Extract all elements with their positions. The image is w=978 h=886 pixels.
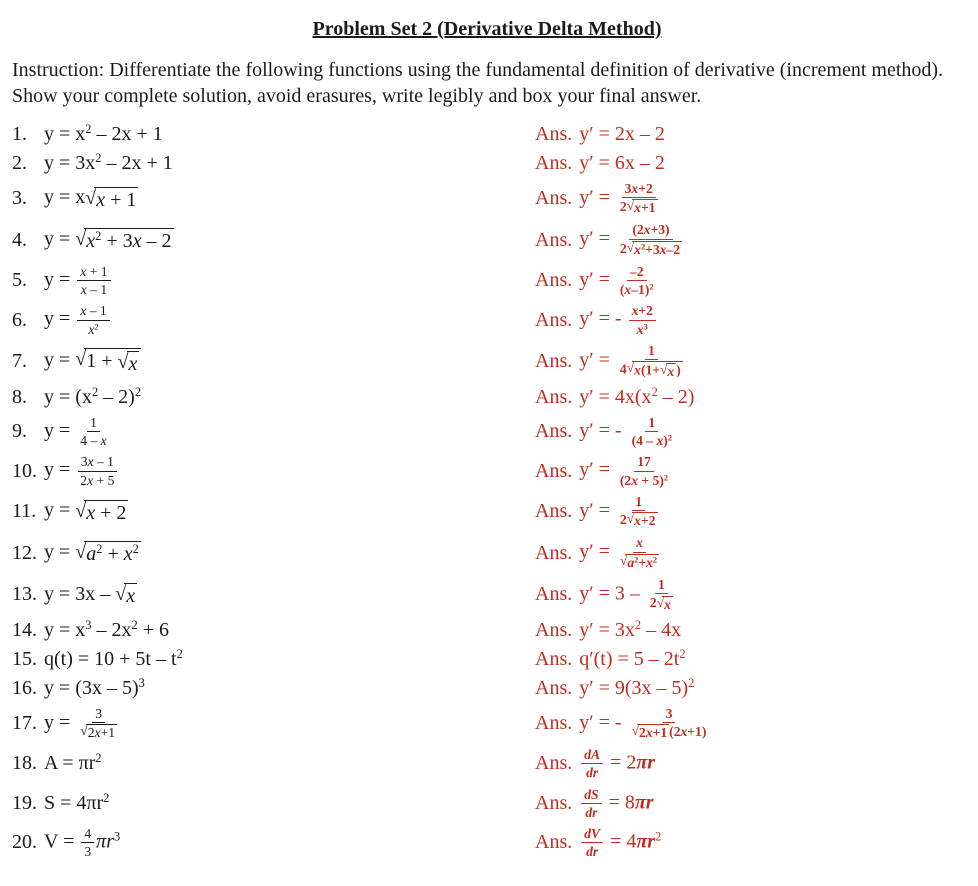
answer-label: Ans.	[535, 647, 573, 670]
radical-sign-icon: √	[626, 360, 635, 375]
problem-row	[12, 178, 962, 220]
problem-cell	[12, 706, 535, 742]
answer-cell	[535, 181, 663, 217]
answer-label: Ans.	[535, 676, 573, 699]
problem-row	[12, 383, 962, 412]
problem-row	[12, 120, 962, 149]
radical: √ 2x+1	[80, 723, 116, 741]
problem-row	[12, 823, 962, 862]
problem-equation: V = $\frac{4}{3}$ $\pi r^3$	[44, 825, 121, 860]
problem-row	[12, 149, 962, 178]
problem-row	[12, 261, 962, 300]
answer-cell	[535, 648, 686, 671]
answer-cell	[535, 264, 659, 297]
problem-cell	[12, 648, 535, 671]
fraction: $\frac{3x - 1}{2x + 5}$	[77, 454, 117, 487]
answer-cell	[535, 415, 677, 448]
answer-equation: y′ = 2x – 2	[579, 122, 665, 145]
radical-sign-icon: √	[75, 541, 87, 564]
problem-cell	[12, 415, 535, 448]
problem-row	[12, 744, 962, 783]
answer-cell	[535, 343, 688, 380]
answer-label: Ans.	[535, 269, 573, 292]
answer-cell	[535, 787, 654, 820]
radical-sign-icon: √	[75, 348, 87, 371]
fraction: 3 √ 2x+1	[80, 705, 116, 741]
answer-equation: $y' = 3x^2 - 4x$	[579, 617, 682, 641]
problem-row	[12, 412, 962, 451]
fraction: $\frac{4}{3}$	[81, 826, 94, 859]
answer-cell	[535, 677, 694, 700]
answer-equation: y′ = - 3 √ 2x+1 (2x+1)	[579, 706, 711, 742]
fraction: (2x+3) 2 √ $x^2+3x-2$	[619, 222, 681, 257]
radical-sign-icon: √	[626, 239, 635, 255]
problem-cell	[12, 454, 535, 487]
radical: √ x+1	[626, 198, 656, 216]
answer-equation: $q'(t) = 5 - 2t^2$	[579, 646, 686, 670]
answer-cell	[535, 123, 665, 146]
radical: √ $x^2 + 3x - 2$	[75, 228, 172, 253]
problem-cell	[12, 541, 535, 565]
answer-label: Ans.	[535, 500, 573, 523]
answer-label: Ans.	[535, 420, 573, 443]
radical: √ x	[660, 362, 675, 379]
answer-label: Ans.	[535, 122, 573, 145]
problem-row	[12, 674, 962, 703]
answer-label: Ans.	[535, 541, 573, 564]
radical-sign-icon: √	[656, 594, 665, 610]
answer-cell	[535, 152, 665, 175]
radical-sign-icon: √	[80, 723, 88, 739]
fraction: 1 4 √ x(1+ √ x )	[619, 342, 681, 379]
problem-number: 1.	[12, 122, 27, 145]
fraction: 1 2 √ x	[649, 576, 671, 612]
fraction: $\frac{1}{4 - x}$	[80, 414, 107, 449]
problem-equation: y = $\frac{1}{4 - x}$	[44, 415, 112, 448]
radical: √ x + 2	[75, 499, 127, 524]
fraction: $\frac{dS}{dr}$	[581, 787, 601, 820]
answer-equation: $y' = 4x(x^2 - 2)$	[579, 385, 695, 408]
problem-cell	[12, 792, 535, 815]
problem-number: 9.	[12, 420, 27, 443]
problem-cell	[12, 499, 535, 523]
radical-sign-icon: √	[660, 362, 668, 377]
problem-equation: y = 3 √ 2x+1	[44, 706, 122, 742]
problem-equation: y = 3x – √ x	[44, 582, 136, 607]
answer-equation: y′ = 6x – 2	[579, 151, 665, 174]
problem-number: 11.	[12, 500, 37, 523]
problem-cell	[12, 752, 535, 775]
answer-cell	[535, 577, 678, 613]
answer-equation: y′ = (2x+3) 2 √ $x^2+3x-2$	[579, 222, 687, 258]
problem-cell	[12, 264, 535, 297]
answer-equation: y′ = x √ $a^2+x^2$	[579, 535, 664, 571]
fraction: $\frac{x+2}{x^3}$	[629, 303, 656, 336]
problem-equation: $A = \pi r^2$	[44, 751, 102, 775]
radical: √ $a^2+x^2$	[619, 553, 658, 570]
fraction: $\frac{dV}{dr}$	[581, 826, 603, 859]
radical: √ x + 1	[85, 186, 137, 211]
radical-sign-icon: √	[626, 511, 635, 527]
problem-number: 13.	[12, 583, 37, 606]
radical-sign-icon: √	[619, 553, 628, 568]
problem-equation: $y = x^2 - 2x + 1$	[44, 121, 163, 145]
radical-sign-icon: √	[117, 350, 129, 373]
problem-row	[12, 340, 962, 383]
problem-equation: y = √ $a^2 + x^2$	[44, 540, 139, 566]
problem-number: 19.	[12, 791, 37, 814]
radical-sign-icon: √	[85, 186, 97, 209]
problem-row	[12, 784, 962, 823]
problem-number: 14.	[12, 618, 37, 641]
problem-equation: y = √ 1 + √ x	[44, 348, 141, 374]
problem-equation: $y = 3x^2 - 2x + 1$	[44, 150, 173, 174]
problem-cell	[12, 303, 535, 336]
problem-number: 4.	[12, 228, 27, 251]
fraction: 3x+2 2 √ x+1	[619, 180, 656, 216]
answer-cell	[535, 386, 694, 409]
problem-number: 8.	[12, 385, 27, 408]
problem-cell	[12, 826, 535, 859]
problem-equation: $q(t) = 10 + 5t - t^2$	[44, 646, 183, 670]
problem-cell	[12, 228, 535, 252]
answer-label: Ans.	[535, 459, 573, 482]
answer-label: Ans.	[535, 187, 573, 210]
answer-cell	[535, 535, 664, 571]
problem-row	[12, 451, 962, 490]
problem-cell	[12, 152, 535, 175]
problem-row	[12, 616, 962, 645]
fraction: $\frac{1}{(4 - x)^2}$	[631, 414, 673, 449]
problem-equation: y = (3x – 5)$^3$	[44, 675, 145, 699]
instruction-text: Instruction: Differentiate the following functions using the fundamental definition of derivative (increment method). Show your complete solution, avoid erasures, write legibly and box your final answer.	[12, 59, 944, 108]
answer-equation: y′ = - $\frac{1}{(4 - x)^2}$	[579, 415, 677, 448]
answer-cell	[535, 454, 673, 487]
problem-cell	[12, 348, 535, 374]
problem-equation: $y = (x^2 - 2)^2$	[44, 385, 142, 408]
problem-row	[12, 300, 962, 339]
radical: √ x	[656, 594, 671, 612]
radical: √ x(1+ √ x )	[626, 360, 681, 379]
answer-label: Ans.	[535, 228, 573, 251]
problem-row	[12, 491, 962, 533]
answer-label: Ans.	[535, 349, 573, 372]
answer-equation: y′ = 3 – 1 2 √ x	[579, 577, 678, 613]
radical-sign-icon: √	[75, 228, 87, 251]
problem-number: 12.	[12, 541, 37, 564]
problem-equation: $y = x^3 - 2x^2 + 6$	[44, 617, 169, 641]
answer-label: Ans.	[535, 831, 573, 854]
radical: √ 1 + √ x	[75, 348, 141, 374]
answer-cell	[535, 826, 661, 859]
problem-equation: y = $\frac{3x - 1}{2x + 5}$	[44, 454, 119, 487]
problem-number: 6.	[12, 308, 27, 331]
answer-equation: y′ = 1 2 √ x+2	[579, 494, 662, 530]
problem-cell	[12, 186, 535, 210]
problem-cell	[12, 677, 535, 700]
problem-row	[12, 532, 962, 574]
answer-cell	[535, 619, 681, 642]
problem-equation: y = $\frac{x - 1}{x^2}$	[44, 303, 112, 336]
problem-number: 10.	[12, 459, 37, 482]
radical: √ x	[115, 582, 136, 607]
problem-row	[12, 219, 962, 261]
radical-sign-icon: √	[631, 723, 640, 739]
answer-equation: y′ = $\frac{17}{(2x + 5)^2}$	[579, 454, 673, 487]
radical: √ $a^2 + x^2$	[75, 541, 139, 566]
radical-sign-icon: √	[75, 499, 87, 522]
problem-row	[12, 574, 962, 616]
problem-number: 3.	[12, 187, 27, 210]
answer-label: Ans.	[535, 385, 573, 408]
answer-cell	[535, 222, 687, 258]
problem-equation: y = x √ x + 1	[44, 186, 137, 211]
fraction: $\frac{17}{(2x + 5)^2}$	[619, 454, 669, 488]
problem-equation: y = √ x + 2	[44, 499, 127, 524]
radical: √ 2x+1	[631, 723, 668, 741]
answer-equation: $\frac{dS}{dr}$ = 8πr	[579, 787, 653, 820]
radical: √ x+2	[626, 511, 656, 529]
radical: √ $x^2+3x-2$	[626, 239, 681, 257]
problem-number: 16.	[12, 676, 37, 699]
answer-equation: y′ = - $\frac{x+2}{x^3}$	[579, 303, 658, 336]
fraction: 3 √ 2x+1 (2x+1)	[631, 705, 707, 741]
problem-cell	[12, 619, 535, 642]
problem-cell	[12, 123, 535, 146]
answer-equation: y′ = 1 4 √ x(1+ √ x )	[579, 343, 688, 380]
fraction: $\frac{dA}{dr}$	[581, 747, 603, 780]
answer-label: Ans.	[535, 583, 573, 606]
page-title: Problem Set 2 (Derivative Delta Method)	[312, 18, 662, 40]
answer-label: Ans.	[535, 752, 573, 775]
answer-label: Ans.	[535, 618, 573, 641]
problem-row	[12, 645, 962, 674]
answer-label: Ans.	[535, 791, 573, 814]
answer-cell	[535, 706, 711, 742]
answer-label: Ans.	[535, 308, 573, 331]
problem-equation: y = $\frac{x + 1}{x - 1}$	[44, 264, 113, 297]
fraction: $\frac{x - 1}{x^2}$	[77, 303, 109, 336]
radical: √ x	[117, 350, 138, 375]
answer-label: Ans.	[535, 151, 573, 174]
answer-equation: $\frac{dV}{dr}$ = $4\pi r^2$	[579, 826, 661, 859]
problem-row	[12, 703, 962, 745]
answer-equation: $\frac{dA}{dr}$ = 2πr	[579, 747, 655, 780]
fraction: x √ $a^2+x^2$	[619, 535, 658, 570]
problem-cell	[12, 583, 535, 607]
problem-equation: y = √ $x^2 + 3x - 2$	[44, 227, 172, 253]
problem-list	[12, 120, 962, 863]
problem-number: 2.	[12, 151, 27, 174]
fraction: 1 2 √ x+2	[619, 493, 656, 529]
problem-number: 20.	[12, 831, 37, 854]
problem-number: 5.	[12, 269, 27, 292]
fraction: $\frac{x + 1}{x - 1}$	[77, 264, 110, 297]
answer-cell	[535, 494, 663, 530]
fraction: $\frac{-2}{(x-1)^2}$	[619, 263, 654, 298]
answer-cell	[535, 303, 658, 336]
answer-cell	[535, 747, 655, 780]
problem-number: 15.	[12, 647, 37, 670]
answer-equation: y′ = $\frac{-2}{(x-1)^2}$	[579, 264, 658, 297]
answer-label: Ans.	[535, 711, 573, 734]
radical-sign-icon: √	[115, 582, 127, 605]
problem-cell	[12, 386, 535, 409]
problem-equation: $S = 4\pi r^2$	[44, 790, 110, 814]
problem-number: 7.	[12, 349, 27, 372]
answer-equation: y′ = 3x+2 2 √ x+1	[579, 181, 662, 217]
problem-number: 18.	[12, 752, 37, 775]
radical-sign-icon: √	[626, 198, 635, 214]
answer-equation: y′ = 9(3x – 5)$^2$	[579, 675, 695, 699]
problem-number: 17.	[12, 711, 37, 734]
